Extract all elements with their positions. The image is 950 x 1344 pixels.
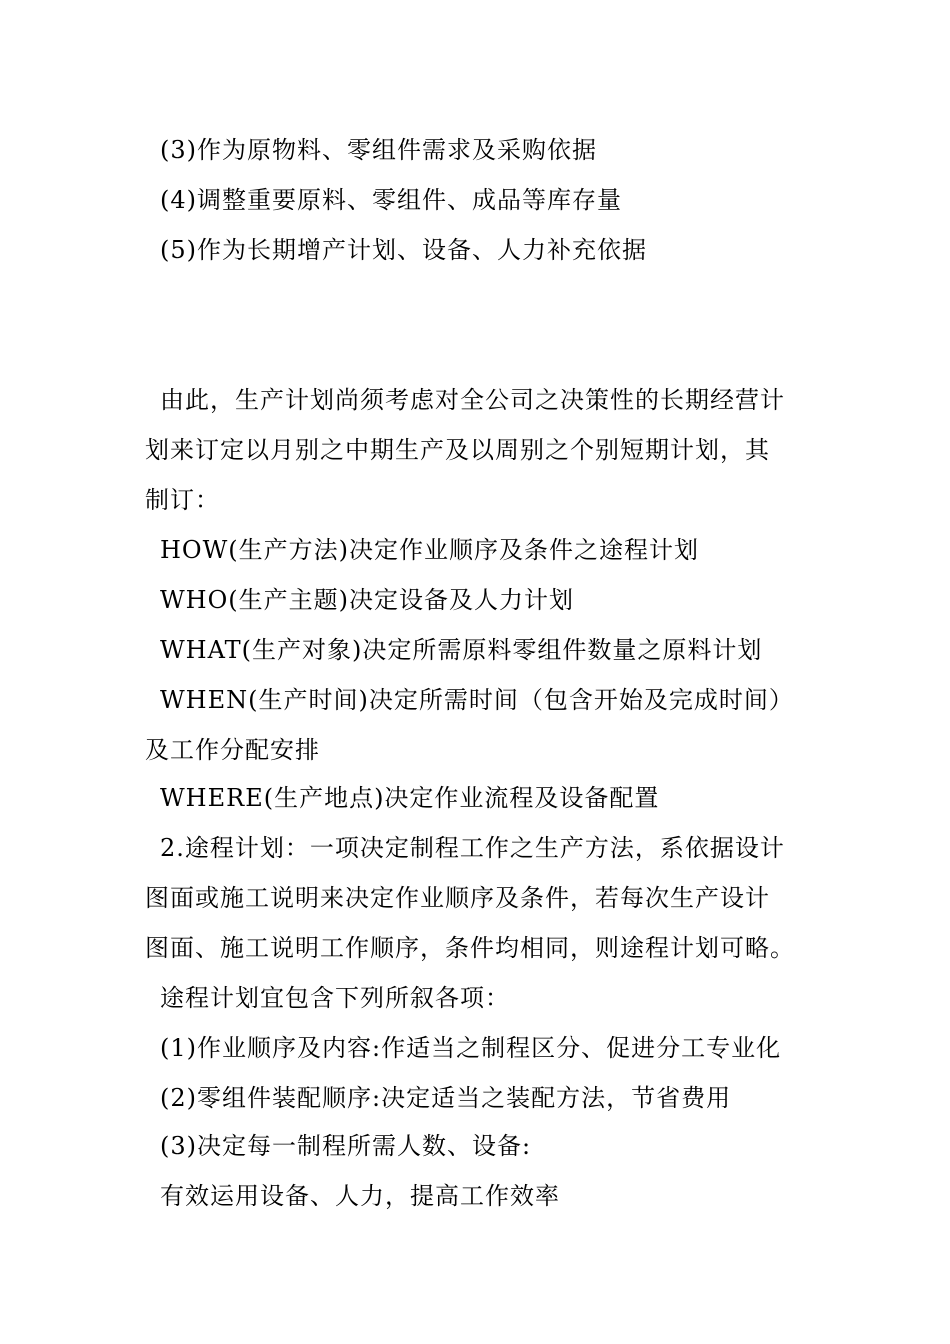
text-line: (3)决定每一制程所需人数、设备: [160, 1132, 532, 1160]
text-line: 图面或施工说明来决定作业顺序及条件，若每次生产设计 [145, 884, 770, 912]
text-line: 制订： [145, 486, 220, 514]
text-line: HOW(生产方法)决定作业顺序及条件之途程计划 [160, 536, 699, 564]
text-line: 图面、施工说明工作顺序，条件均相同，则途程计划可略。 [145, 934, 795, 962]
text-line: 有效运用设备、人力，提高工作效率 [160, 1182, 560, 1210]
text-line: 由此，生产计划尚须考虑对全公司之决策性的长期经营计 [160, 386, 785, 414]
text-line: WHAT(生产对象)决定所需原料零组件数量之原料计划 [160, 636, 763, 664]
text-line: WHEN(生产时间)决定所需时间（包含开始及完成时间） [160, 686, 794, 714]
text-line: 途程计划宜包含下列所叙各项： [160, 984, 510, 1012]
text-line: 划来订定以月别之中期生产及以周别之个别短期计划，其 [145, 436, 770, 464]
text-line: WHO(生产主题)决定设备及人力计划 [160, 586, 574, 614]
text-line: 及工作分配安排 [145, 736, 320, 764]
text-line: (1)作业顺序及内容:作适当之制程区分、促进分工专业化 [160, 1034, 782, 1062]
text-line: (2)零组件装配顺序:决定适当之装配方法，节省费用 [160, 1084, 732, 1112]
text-line: (3)作为原物料、零组件需求及采购依据 [160, 136, 597, 164]
text-line: 2.途程计划：一项决定制程工作之生产方法，系依据设计 [160, 834, 785, 862]
text-line: WHERE(生产地点)决定作业流程及设备配置 [160, 784, 660, 812]
text-line: (5)作为长期增产计划、设备、人力补充依据 [160, 236, 647, 264]
text-line: (4)调整重要原料、零组件、成品等库存量 [160, 186, 622, 214]
